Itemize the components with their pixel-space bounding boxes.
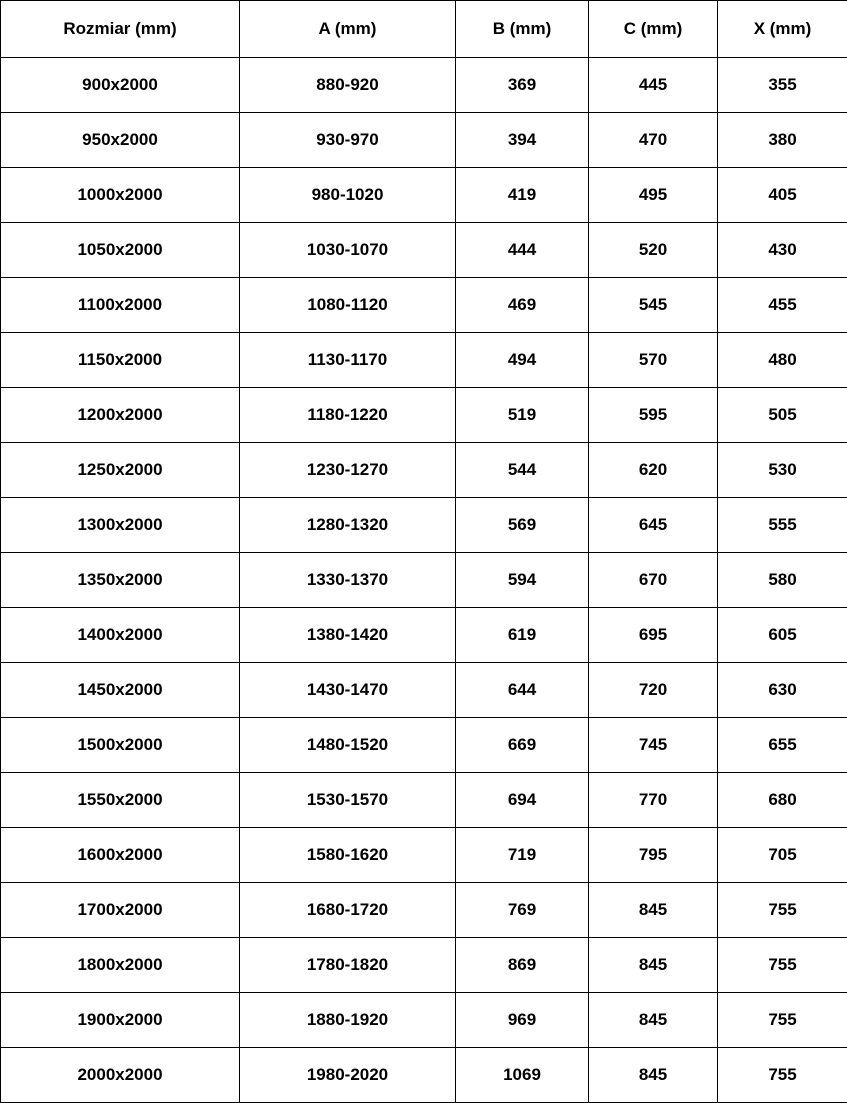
- cell-c: 670: [589, 553, 718, 608]
- cell-x: 630: [718, 663, 847, 718]
- cell-x: 755: [718, 993, 847, 1048]
- cell-a: 1430-1470: [240, 663, 456, 718]
- cell-c: 645: [589, 498, 718, 553]
- cell-size: 1250x2000: [1, 443, 240, 498]
- column-header-x: X (mm): [718, 1, 847, 58]
- cell-b: 419: [456, 168, 589, 223]
- cell-size: 2000x2000: [1, 1048, 240, 1103]
- cell-size: 1900x2000: [1, 993, 240, 1048]
- cell-b: 619: [456, 608, 589, 663]
- column-header-a: A (mm): [240, 1, 456, 58]
- table-row: [1, 883, 847, 938]
- cell-x: 455: [718, 278, 847, 333]
- cell-size: 1800x2000: [1, 938, 240, 993]
- cell-size: 950x2000: [1, 113, 240, 168]
- cell-b: 1069: [456, 1048, 589, 1103]
- table-row: [1, 443, 847, 498]
- cell-a: 1030-1070: [240, 223, 456, 278]
- cell-b: 594: [456, 553, 589, 608]
- table-row: [1, 388, 847, 443]
- cell-b: 394: [456, 113, 589, 168]
- cell-x: 555: [718, 498, 847, 553]
- cell-c: 695: [589, 608, 718, 663]
- cell-c: 845: [589, 1048, 718, 1103]
- cell-b: 519: [456, 388, 589, 443]
- table-row: [1, 828, 847, 883]
- cell-a: 930-970: [240, 113, 456, 168]
- cell-x: 405: [718, 168, 847, 223]
- cell-b: 969: [456, 993, 589, 1048]
- cell-size: 1050x2000: [1, 223, 240, 278]
- cell-c: 795: [589, 828, 718, 883]
- cell-size: 1550x2000: [1, 773, 240, 828]
- table-row: [1, 718, 847, 773]
- cell-size: 1300x2000: [1, 498, 240, 553]
- table-header: [1, 1, 847, 58]
- cell-size: 1600x2000: [1, 828, 240, 883]
- cell-b: 644: [456, 663, 589, 718]
- table-row: [1, 333, 847, 388]
- cell-x: 580: [718, 553, 847, 608]
- table-row: [1, 278, 847, 333]
- cell-x: 430: [718, 223, 847, 278]
- column-header-size: Rozmiar (mm): [1, 1, 240, 58]
- table-row: [1, 773, 847, 828]
- cell-c: 445: [589, 58, 718, 113]
- cell-a: 1880-1920: [240, 993, 456, 1048]
- table-row: [1, 58, 847, 113]
- table-header-row: [1, 1, 847, 58]
- table-row: [1, 608, 847, 663]
- cell-x: 705: [718, 828, 847, 883]
- cell-c: 845: [589, 883, 718, 938]
- cell-x: 355: [718, 58, 847, 113]
- cell-size: 1150x2000: [1, 333, 240, 388]
- table-row: [1, 938, 847, 993]
- cell-a: 1980-2020: [240, 1048, 456, 1103]
- cell-c: 845: [589, 993, 718, 1048]
- cell-x: 530: [718, 443, 847, 498]
- cell-a: 980-1020: [240, 168, 456, 223]
- cell-size: 1450x2000: [1, 663, 240, 718]
- cell-a: 1330-1370: [240, 553, 456, 608]
- cell-c: 520: [589, 223, 718, 278]
- cell-c: 720: [589, 663, 718, 718]
- cell-x: 480: [718, 333, 847, 388]
- cell-size: 1350x2000: [1, 553, 240, 608]
- cell-size: 1000x2000: [1, 168, 240, 223]
- cell-c: 745: [589, 718, 718, 773]
- cell-b: 719: [456, 828, 589, 883]
- cell-size: 1700x2000: [1, 883, 240, 938]
- cell-a: 880-920: [240, 58, 456, 113]
- cell-x: 605: [718, 608, 847, 663]
- cell-a: 1480-1520: [240, 718, 456, 773]
- cell-x: 755: [718, 938, 847, 993]
- cell-c: 620: [589, 443, 718, 498]
- cell-c: 495: [589, 168, 718, 223]
- cell-a: 1180-1220: [240, 388, 456, 443]
- cell-a: 1380-1420: [240, 608, 456, 663]
- cell-b: 369: [456, 58, 589, 113]
- cell-x: 680: [718, 773, 847, 828]
- cell-x: 380: [718, 113, 847, 168]
- table-body: [1, 58, 847, 1103]
- table-row: [1, 223, 847, 278]
- cell-b: 469: [456, 278, 589, 333]
- column-header-c: C (mm): [589, 1, 718, 58]
- cell-size: 900x2000: [1, 58, 240, 113]
- cell-b: 569: [456, 498, 589, 553]
- cell-a: 1780-1820: [240, 938, 456, 993]
- table-row: [1, 113, 847, 168]
- cell-size: 1100x2000: [1, 278, 240, 333]
- table-row: [1, 1048, 847, 1103]
- cell-b: 494: [456, 333, 589, 388]
- cell-b: 544: [456, 443, 589, 498]
- cell-b: 444: [456, 223, 589, 278]
- table-row: [1, 168, 847, 223]
- cell-a: 1280-1320: [240, 498, 456, 553]
- cell-c: 570: [589, 333, 718, 388]
- cell-a: 1080-1120: [240, 278, 456, 333]
- cell-a: 1130-1170: [240, 333, 456, 388]
- cell-a: 1230-1270: [240, 443, 456, 498]
- cell-a: 1580-1620: [240, 828, 456, 883]
- cell-c: 470: [589, 113, 718, 168]
- cell-c: 845: [589, 938, 718, 993]
- cell-x: 655: [718, 718, 847, 773]
- cell-x: 755: [718, 883, 847, 938]
- table-row: [1, 498, 847, 553]
- table-row: [1, 993, 847, 1048]
- cell-size: 1400x2000: [1, 608, 240, 663]
- cell-b: 769: [456, 883, 589, 938]
- cell-a: 1680-1720: [240, 883, 456, 938]
- cell-b: 694: [456, 773, 589, 828]
- cell-c: 595: [589, 388, 718, 443]
- table-row: [1, 553, 847, 608]
- table-row: [1, 663, 847, 718]
- cell-size: 1500x2000: [1, 718, 240, 773]
- cell-x: 505: [718, 388, 847, 443]
- cell-c: 545: [589, 278, 718, 333]
- cell-b: 869: [456, 938, 589, 993]
- cell-size: 1200x2000: [1, 388, 240, 443]
- cell-b: 669: [456, 718, 589, 773]
- column-header-b: B (mm): [456, 1, 589, 58]
- cell-a: 1530-1570: [240, 773, 456, 828]
- cell-x: 755: [718, 1048, 847, 1103]
- cell-c: 770: [589, 773, 718, 828]
